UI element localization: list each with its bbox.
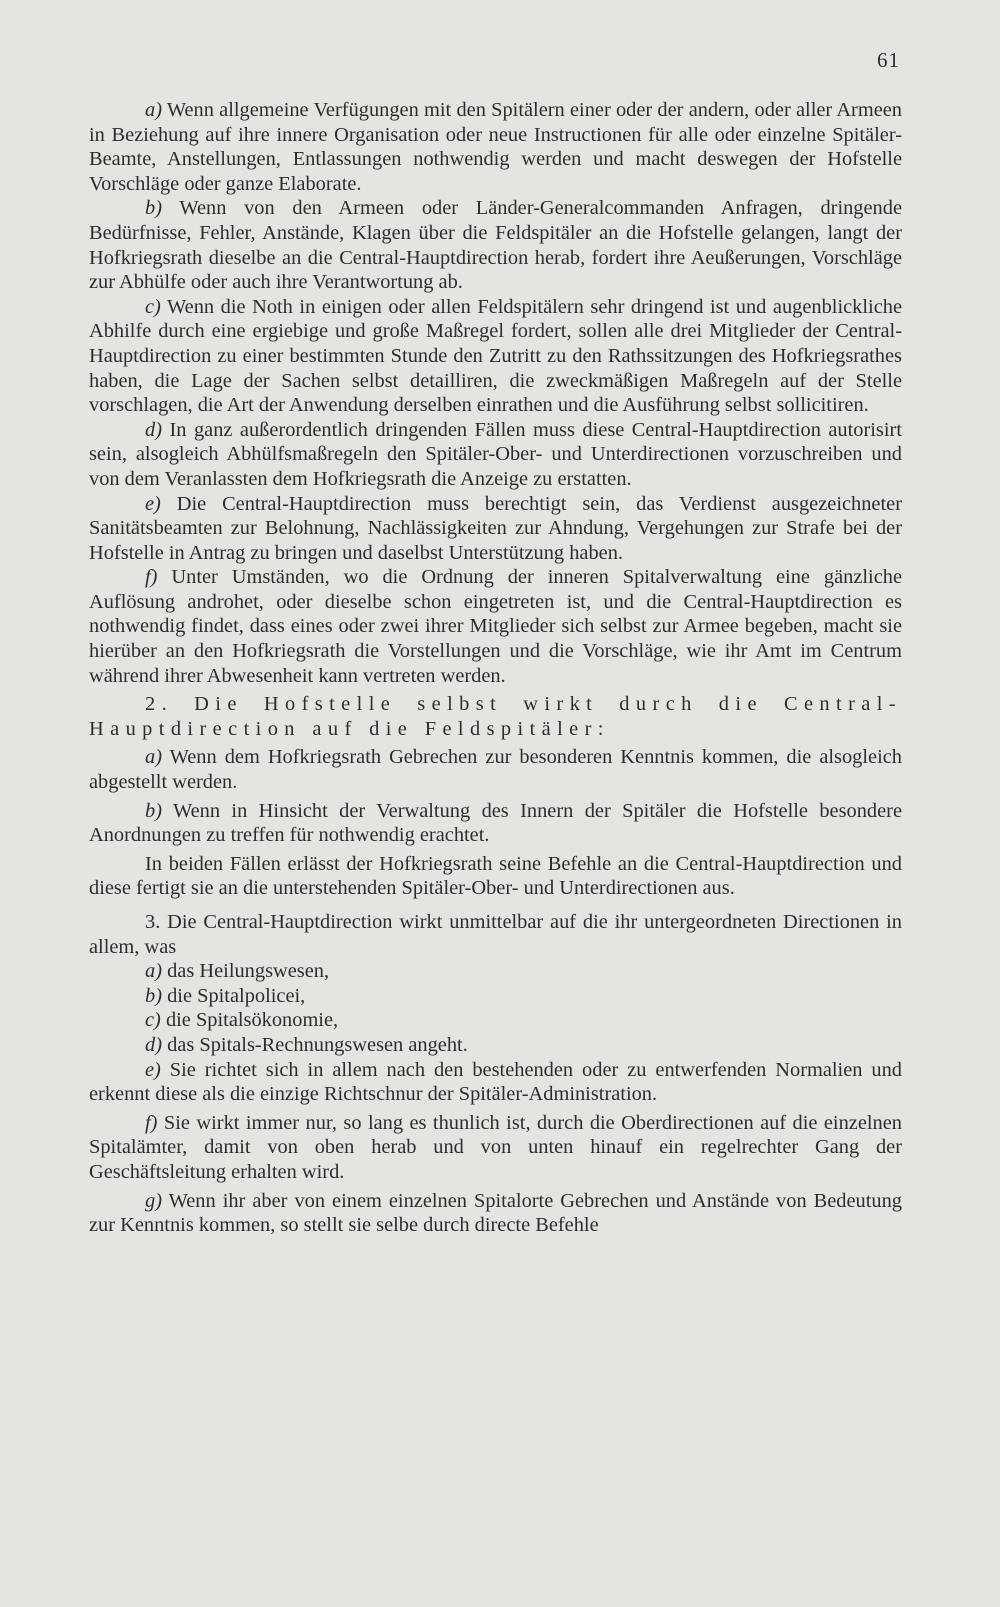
section-2-item-b [89,799,902,848]
section-3-list-a [89,959,902,984]
item-marker: e) [145,1058,161,1081]
list-text: das Heilungswesen, [162,960,330,983]
paragraph-text: Wenn ihr aber von einem einzelnen Spitalorte Gebrechen und Anstände von Bedeutung zur Kenntnis kommen, so stellt sie selbe durch directe Befehle [89,1189,902,1237]
section-3-list-c [89,1008,902,1033]
item-marker: d) [145,418,162,441]
item-marker: b) [145,197,162,220]
page-body [89,98,902,1238]
item-marker: c) [145,295,161,318]
item-marker: a) [145,746,162,769]
paragraph-text: Sie richtet sich in allem nach den bestehenden oder zu entwerfenden Normalien und erkennt diese als die einzige Richtschnur der Spitäler-Administration. [89,1058,902,1106]
section-2-item-a [89,745,902,794]
section-2-heading [89,692,902,741]
paragraph-text: Die Central-Hauptdirection muss berechtigt sein, das Verdienst ausgezeichneter Sanitätsbeamten zur Belohnung, Nachlässigkeiten zur Ahndung, Vergehungen zur Strafe bei der Hofstelle in Antrag zu bringen und daselbst Unterstützung haben. [89,492,902,564]
item-marker: c) [145,1009,161,1032]
page-number: 61 [877,48,900,72]
item-marker: a) [145,960,162,983]
item-marker: b) [145,984,162,1007]
section-3-intro: 3. Die Central-Hauptdirection wirkt unmittelbar auf die ihr untergeordneten Directionen in allem, was [89,911,902,958]
paragraph-text: Sie wirkt immer nur, so lang es thunlich ist, durch die Oberdirectionen auf die einzelnen Spitalämter, damit von oben herab und von unten hinauf ein regelrechter Gang der Geschäftsleitung erhalten wird. [89,1111,902,1183]
paragraph-f [89,565,902,688]
item-marker: f) [145,1111,158,1134]
paragraph-b [89,196,902,294]
paragraph-text: Wenn von den Armeen oder Länder-Generalcommanden Anfragen, dringende Bedürfnisse, Fehler, Anstände, Klagen über die Feldspitäler an die Hofstelle gelangen, langt der Hofkriegsrath dieselbe an die Central-Hauptdirection herab, fordert ihre Aeußerungen, Vorschläge zur Abhülfe oder auch ihre Verantwortung ab. [89,197,902,294]
section-3-list-b [89,984,902,1009]
item-marker: b) [145,799,162,822]
paragraph-d [89,418,902,492]
paragraph-text: Unter Umständen, wo die Ordnung der inneren Spitalverwaltung eine gänzliche Auflösung androhet, oder dieselbe schon eingetreten ist, und die Central-Hauptdirection es nothwendig findet, dass eines oder zwei ihrer Mitglieder sich selbst zur Armee begeben, macht sie hierüber an den Hofkriegsrath die Vorstellungen und die Vorschläge, wie ihr Amt im Centrum während ihrer Abwesenheit kann vertreten werden. [89,566,902,687]
paragraph-text: Wenn in Hinsicht der Verwaltung des Innern der Spitäler die Hofstelle besondere Anordnungen zu treffen für nothwendig erachtet. [89,799,902,847]
paragraph-text: Wenn die Noth in einigen oder allen Feldspitälern sehr dringend ist und augenblickliche Abhilfe durch eine ergiebige und große Maßregel fordert, sollen alle drei Mitglieder der Central-Hauptdirection zu einer bestimmten Stunde den Zutritt zu den Rathssitzungen des Hofkriegsrathes haben, die Lage der Sachen selbst detailliren, die zweckmäßigen Maßregeln auf der Stelle vorschlagen, die Art der Anwendung derselben einrathen und die Ausführung selbst sollicitiren. [89,295,902,417]
paragraph-c [89,295,902,418]
section-3-item-f [89,1111,902,1185]
list-text: das Spitals-Rechnungswesen angeht. [162,1033,468,1056]
list-text: die Spitalsökonomie, [160,1009,339,1032]
section-2-closing: In beiden Fällen erlässt der Hofkriegsrath seine Befehle an die Central-Hauptdirection und diese fertigt sie an die unterstehenden Spitäler-Ober- und Unterdirectionen aus. [89,852,902,900]
list-text: die Spitalpolicei, [162,984,306,1007]
section-3-item-g [89,1189,902,1238]
item-marker: g) [145,1189,162,1212]
section-3-list-d [89,1033,902,1058]
item-marker: f) [145,566,158,589]
item-marker: a) [145,99,162,121]
section-heading-text: 2. Die Hofstelle selbst wirkt durch die Central-Hauptdirection auf die Feldspitäler: [89,693,902,740]
paragraph-e [89,492,902,566]
paragraph-text: Wenn allgemeine Verfügungen mit den Spitälern einer oder der andern, oder aller Armeen in Beziehung auf ihre innere Organisation oder neue Instructionen für alle oder einzelne Spitäler-Beamte, Anstellungen, Entlassungen nothwendig werden und macht deswegen der Hofstelle Vorschläge oder ganze Elaborate. [89,99,902,195]
paragraph-a [89,98,902,196]
paragraph-text: In ganz außerordentlich dringenden Fällen muss diese Central-Hauptdirection autorisirt sein, alsogleich Abhülfsmaßregeln den Spitäler-Ober- und Unterdirectionen vorzuschreiben und von dem Veranlassten dem Hofkriegsrath die Anzeige zu erstatten. [89,418,902,490]
item-marker: d) [145,1033,162,1056]
item-marker: e) [145,492,161,515]
section-3-item-e [89,1058,902,1107]
paragraph-text: Wenn dem Hofkriegsrath Gebrechen zur besonderen Kenntnis kommen, die alsogleich abgestellt werden. [89,746,902,794]
